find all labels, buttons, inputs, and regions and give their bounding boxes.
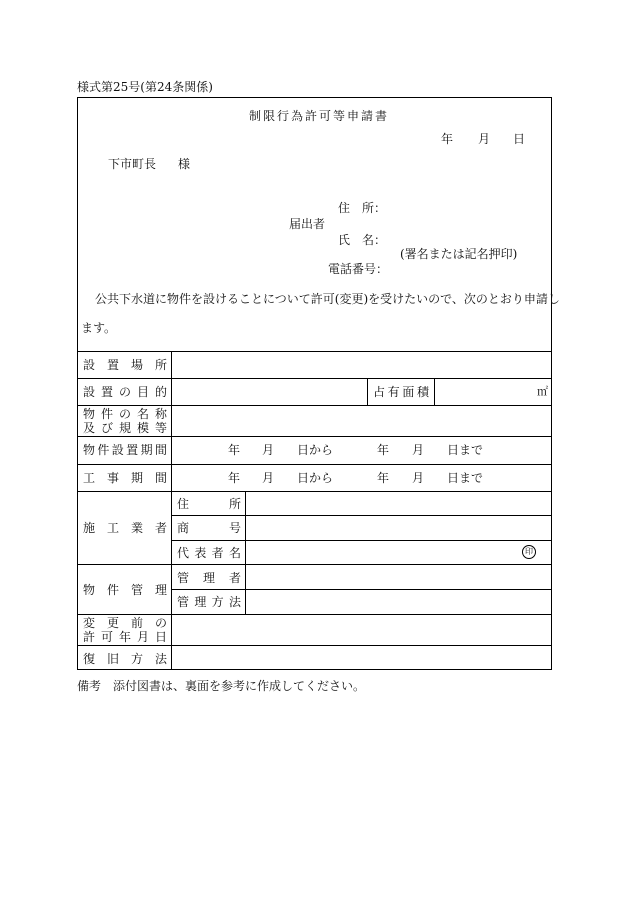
form-number: 様式第25号(第24条関係) (77, 80, 213, 94)
installation-start-year: 年 (228, 443, 241, 457)
label-prior-approval-date: 許 可 年 月 日 (83, 630, 167, 644)
installation-end-year: 年 (377, 443, 390, 457)
table-rule (77, 614, 552, 615)
label-contractor-address: 住 所 (177, 497, 241, 511)
remarks: 備考 添付図書は、裏面を参考に作成してください。 (77, 679, 366, 693)
label-manager: 管 理 者 (177, 571, 241, 585)
installation-start-month: 月 (262, 443, 275, 457)
label-occupied-area: 占 有 面 積 (373, 385, 429, 399)
label-installation-purpose: 設 置 の 目 的 (83, 385, 167, 399)
date-year[interactable]: 年 (441, 132, 454, 146)
label-installation-place: 設 置 場 所 (83, 358, 167, 372)
construction-start-year: 年 (228, 471, 241, 485)
applicant-phone-label: 電話番号： (328, 262, 389, 276)
label-prior-approval: 変 更 前 の (83, 616, 167, 630)
seal-mark: 印 (522, 545, 536, 559)
construction-end-year: 年 (377, 471, 390, 485)
construction-end-day: 日まで (447, 471, 484, 485)
table-rule (245, 491, 246, 614)
table-rule (171, 515, 552, 516)
table-rule (171, 351, 172, 670)
date-day[interactable]: 日 (513, 132, 526, 146)
construction-start-month: 月 (262, 471, 275, 485)
label-construction-period: 工 事 期 間 (83, 471, 167, 485)
table-rule (77, 405, 552, 406)
table-rule (77, 645, 552, 646)
table-rule (77, 436, 552, 437)
table-rule (77, 378, 552, 379)
body-text-line-2: ます。 (81, 321, 117, 335)
label-contractor: 施 工 業 者 (83, 521, 167, 535)
construction-end-month: 月 (412, 471, 425, 485)
installation-end-day: 日まで (447, 443, 484, 457)
label-object-scale: 及 び 規 模 等 (83, 421, 167, 435)
form-title: 制限行為許可等申請書 (249, 109, 390, 123)
label-contractor-trade-name: 商 号 (177, 521, 241, 535)
date-month[interactable]: 月 (478, 132, 491, 146)
table-rule (171, 589, 552, 590)
label-contractor-representative: 代 表 者 名 (177, 546, 241, 560)
seal-note: (署名または記名押印) (400, 247, 518, 261)
construction-start-day: 日から (297, 471, 334, 485)
honorific: 様 (178, 157, 191, 171)
table-rule (77, 491, 552, 492)
table-rule (367, 378, 368, 405)
installation-end-month: 月 (412, 443, 425, 457)
label-management-method: 管 理 方 法 (177, 595, 241, 609)
area-unit: ㎡ (537, 385, 548, 398)
label-installation-period: 物 件 設 置 期 間 (83, 443, 167, 457)
table-rule (434, 378, 435, 405)
table-rule (171, 540, 552, 541)
table-rule (77, 464, 552, 465)
addressee: 下市町長 (108, 157, 157, 171)
applicant-name-label: 氏 名： (338, 233, 387, 247)
label-object-name: 物 件 の 名 称 (83, 407, 167, 421)
table-rule (77, 564, 552, 565)
applicant-address-label: 住 所： (338, 201, 387, 215)
body-text-line-1: 公共下水道に物件を設けることについて許可(変更)を受けたいので、次のとおり申請し (95, 292, 560, 306)
table-rule (77, 351, 552, 352)
installation-start-day: 日から (297, 443, 334, 457)
label-restoration-method: 復 旧 方 法 (83, 652, 167, 666)
applicant-label: 届出者 (289, 217, 326, 231)
label-object-management: 物 件 管 理 (83, 583, 167, 597)
